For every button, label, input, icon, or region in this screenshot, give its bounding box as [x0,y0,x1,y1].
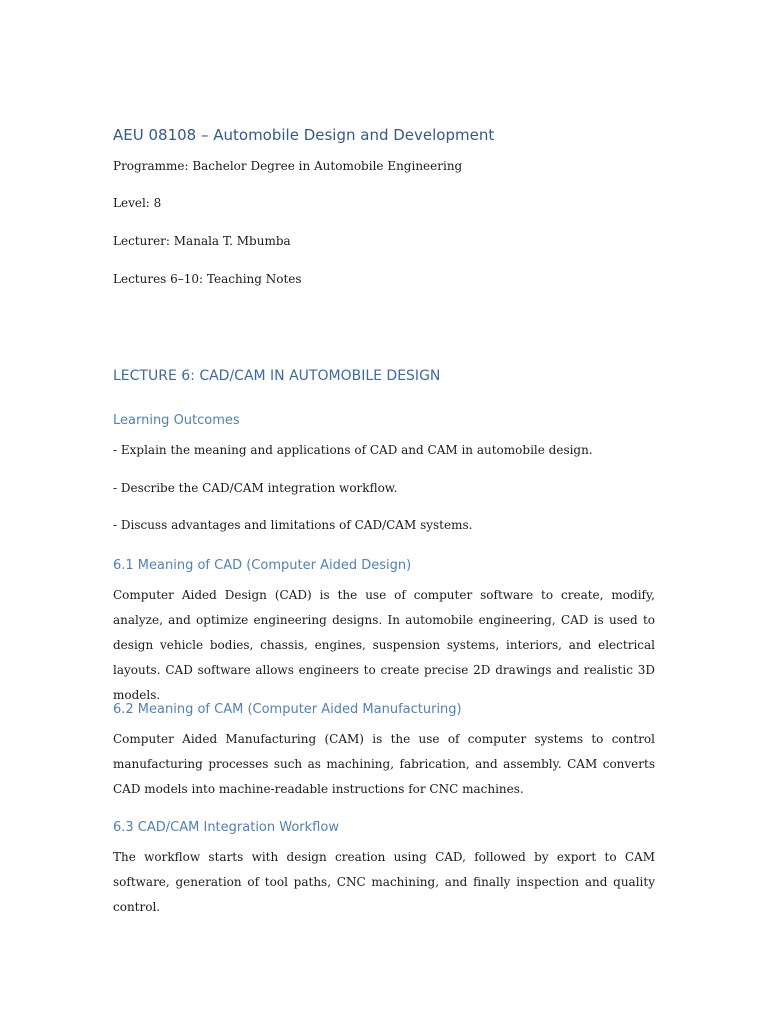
section-body-cam: Computer Aided Manufacturing (CAM) is the use of computer systems to control manufacturing processes such as machining, fabrication, and assembly. CAM converts CAD models into machine-readable instructions for CNC machines. [113,732,655,796]
learning-outcomes-heading: Learning Outcomes [113,413,240,428]
lecturer-line: Lecturer: Manala T. Mbumba [113,234,291,248]
lectures-line: Lectures 6–10: Teaching Notes [113,272,302,286]
section-heading-cad: 6.1 Meaning of CAD (Computer Aided Design) [113,558,412,573]
programme-line: Programme: Bachelor Degree in Automobile Engineering [113,159,463,173]
section-heading-cam: 6.2 Meaning of CAM (Computer Aided Manufacturing) [113,702,462,717]
outcome-item: - Describe the CAD/CAM integration workflow. [113,481,398,495]
outcome-item: - Explain the meaning and applications of CAD and CAM in automobile design. [113,443,593,457]
section-heading-workflow: 6.3 CAD/CAM Integration Workflow [113,820,339,835]
level-line: Level: 8 [113,196,162,210]
section-body-cad: Computer Aided Design (CAD) is the use of computer software to create, modify, analyze, and optimize engineering designs. In automobile engineering, CAD is used to design vehicle bodies, chassis, engines, suspension systems, interiors, and electrical layouts. CAD software allows engineers to create precise 2D drawings and realistic 3D models. [113,588,655,702]
document-title: AEU 08108 – Automobile Design and Development [113,126,495,144]
lecture-heading: LECTURE 6: CAD/CAM IN AUTOMOBILE DESIGN [113,368,441,384]
outcome-item: - Discuss advantages and limitations of CAD/CAM systems. [113,518,473,532]
section-body-workflow: The workflow starts with design creation using CAD, followed by export to CAM software, generation of tool paths, CNC machining, and finally inspection and quality control. [113,850,655,914]
